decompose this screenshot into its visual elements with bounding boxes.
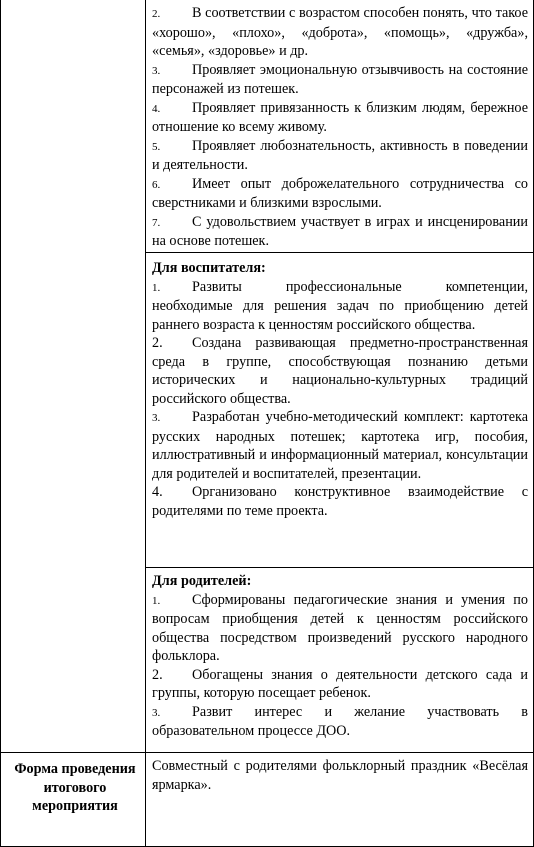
list-item: 2. Создана развивающая предметно-пространственная среда в группе, способствующая познанию детьми исторических и национально-культурных традиций российского общества. (152, 335, 528, 407)
list-item: 7. С удовольствием участвует в играх и инсценировании на основе потешек. (152, 213, 528, 249)
list-item: 3. Развит интерес и желание участвовать в образовательном процессе ДОО. (152, 703, 528, 739)
list-item: 5. Проявляет любознательность, активность в поведении и деятельности. (152, 137, 528, 173)
list-item: 2. В соответствии с возрастом способен понять, что такое «хорошо», «плохо», «доброта», «помощь», «дружба», «семья», «здоровье» и др. (152, 5, 528, 59)
final-event-value (152, 757, 528, 794)
teacher-results-cell (152, 259, 528, 520)
list-item: 1. Сформированы педагогические знания и умения по вопросам приобщения детей к ценностям российского общества посредством произведений русского народного фольклора. (152, 591, 528, 664)
row-divider-final (0, 752, 534, 753)
parents-heading: Для родителей: (152, 573, 252, 589)
list-item: 4. Проявляет привязанность к близким людям, бережное отношение ко всему живому. (152, 99, 528, 135)
list-item: 6. Имеет опыт доброжелательного сотрудничества со сверстниками и близкими взрослыми. (152, 175, 528, 211)
list-item: 3. Разработан учебно-методический комплект: картотека русских народных потешек; картотека игр, пособия, иллюстративный и информационный материал, консультации для родителей и воспитателей, презентации. (152, 409, 528, 482)
table-column-divider (145, 0, 146, 847)
list-item: 3. Проявляет эмоциональную отзывчивость на состояние персонажей из потешек. (152, 61, 528, 97)
list-item: 1. Развиты профессиональные компетенции, необходимые для решения задач по приобщению детей раннего возраста к ценностям российского общества. (152, 278, 528, 333)
row-divider-teacher (145, 567, 534, 568)
parents-results-cell (152, 572, 528, 741)
final-event-text: Совместный с родителями фольклорный праздник «Весёлая ярмарка». (152, 758, 528, 793)
teacher-heading: Для воспитателя: (152, 260, 266, 276)
row-divider-children (145, 252, 534, 253)
final-event-label: Форма проведения итогового мероприятия (14, 761, 136, 814)
children-results-cell (152, 4, 528, 251)
list-item: 2. Обогащены знания о деятельности детского сада и группы, которую посещает ребенок. (152, 666, 528, 701)
list-item: 4. Организовано конструктивное взаимодействие с родителями по теме проекта. (152, 484, 528, 519)
table-left-border (0, 0, 1, 847)
